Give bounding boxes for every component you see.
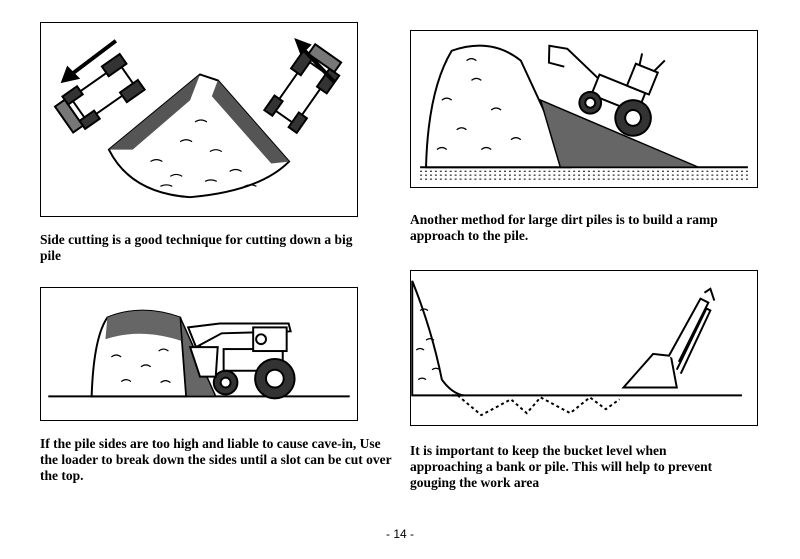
page-number: - 14 - [385, 527, 414, 541]
caption-ramp-approach: Another method for large dirt piles is to build a ramp approach to the pile. [410, 212, 718, 243]
illustration-ramp-approach [410, 30, 758, 188]
illustration-cave-in [40, 287, 358, 421]
caption-side-cutting: Side cutting is a good technique for cutting down a big pile [40, 232, 353, 263]
ramp-approach-drawing [411, 31, 757, 187]
caption-cave-in: If the pile sides are too high and liable to cause cave-in, Use the loader to break down the sides until a slot can be cut over the top. [40, 436, 392, 483]
bucket-level-drawing [411, 271, 757, 425]
illustration-bucket-level [410, 270, 758, 426]
cave-in-drawing [41, 288, 357, 420]
illustration-side-cutting [40, 22, 358, 217]
caption-bucket-level: It is important to keep the bucket level when approaching a bank or pile. This will help to prevent gouging the work area [410, 443, 713, 490]
side-cutting-drawing [41, 23, 357, 216]
